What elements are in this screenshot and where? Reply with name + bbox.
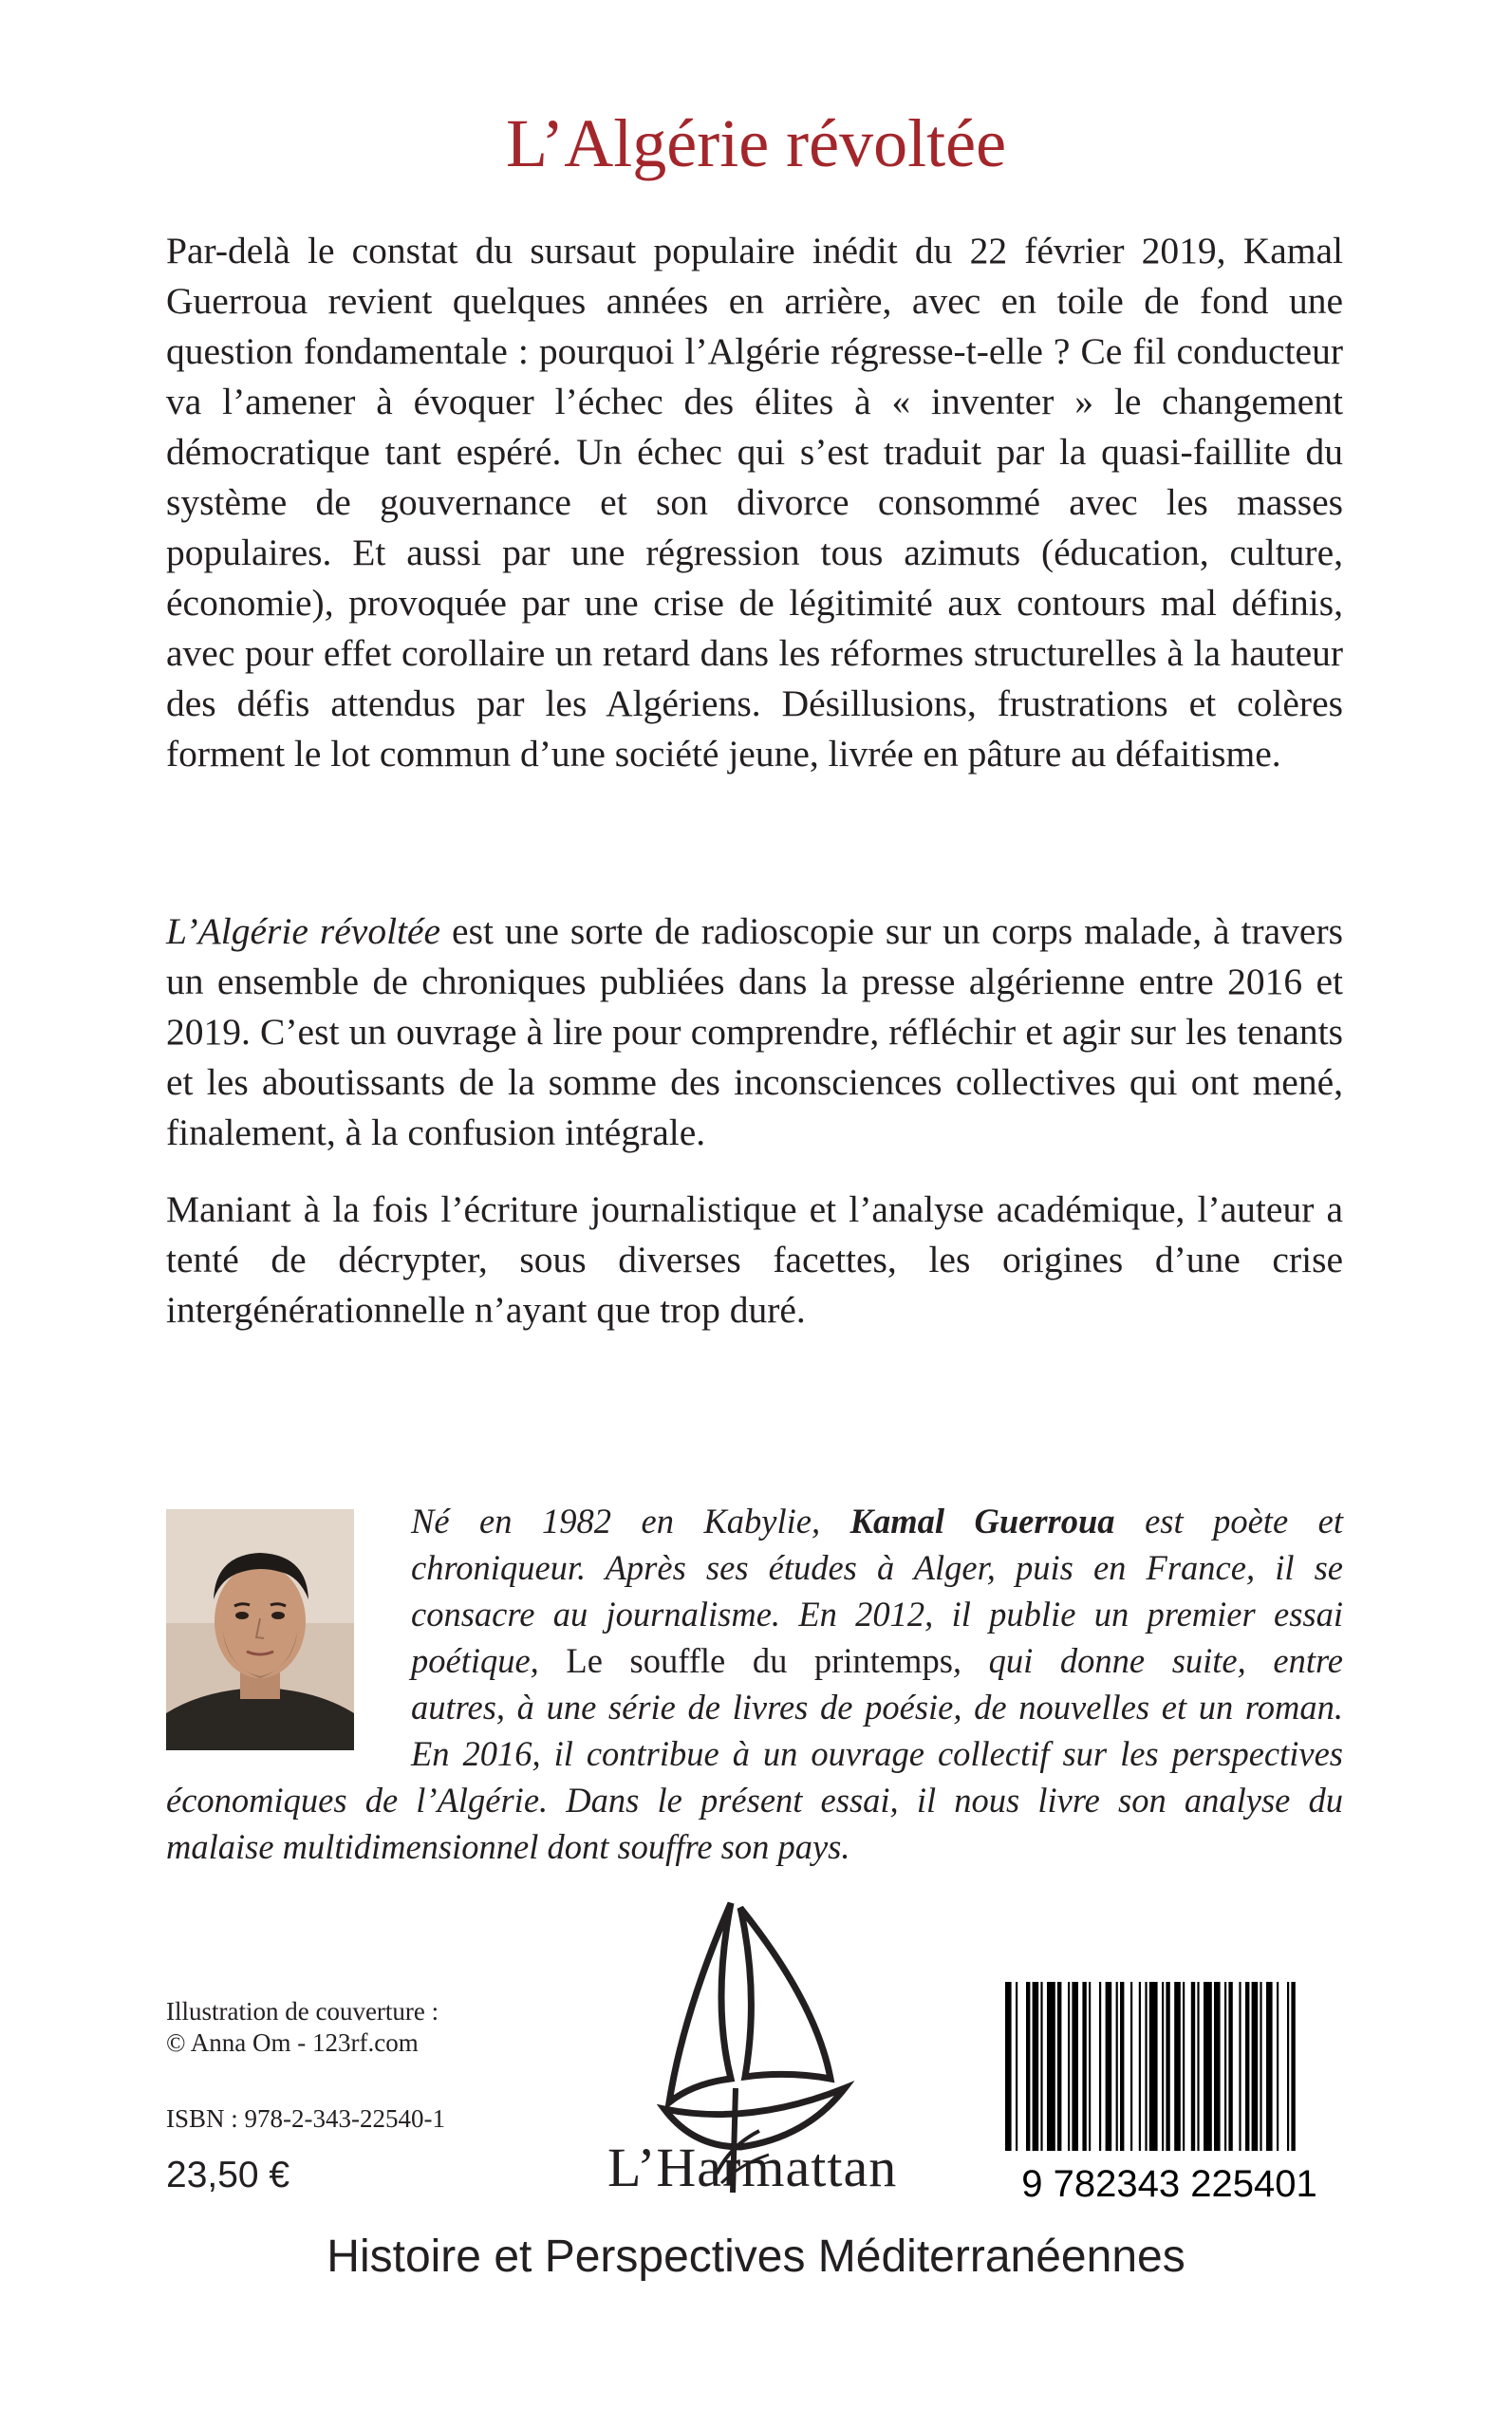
barcode-bar [1057,1982,1061,2151]
author-bio [166,1498,1343,1870]
barcode-bar [1033,1982,1039,2151]
barcode-bar [1287,1982,1289,2151]
barcode-bar [1183,1982,1185,2151]
bio-text: , qui donne suite, entre [952,1641,1344,1680]
barcode-bar [1016,1982,1017,2151]
bio-text: poétique, [411,1641,567,1680]
bio-line-7: économiques de l’Algérie. Dans le présent essai, il nous livre son analyse du [166,1781,1343,1820]
barcode-bar [1252,1982,1259,2151]
bio-line-3: consacre au journalisme. En 2012, il publie un premier essai [411,1595,1343,1634]
bio-line-1 [166,1498,1343,1544]
barcode-bar [1266,1982,1273,2151]
barcode-bar [1260,1982,1261,2151]
book-title: L’Algérie révoltée [505,105,1007,181]
bio-text: Né en 1982 en Kabylie, [411,1502,850,1541]
credit-line-2: © Anna Om - 123rf.com [166,2028,419,2057]
barcode-bar [1149,1982,1158,2151]
summary-paragraph-3: Maniant à la fois l’écriture journalistique et l’analyse académique, l’auteur a tenté de décrypter, sous diverses facettes, les origines d’une crise intergénérationnelle n’ayant que trop duré. [166,1188,1343,1331]
barcode-bar [1228,1982,1232,2151]
barcode-bar [1068,1982,1070,2151]
barcode-bar [1239,1982,1241,2151]
bio-book-title: Le souffle du printemps [566,1641,953,1680]
barcode-bar [1072,1982,1078,2151]
isbn: ISBN : 978-2-343-22540-1 [166,2104,445,2133]
author-name: Kamal Guerroua [849,1502,1115,1541]
italic-book-title: L’Algérie révoltée [166,910,441,952]
bio-line-8: malaise multidimensionnel dont souffre son pays. [166,1827,850,1866]
bio-text: est poète et [1114,1502,1343,1541]
series-name: Histoire et Perspectives Méditerranéennes [327,2232,1185,2282]
barcode-bar [1040,1982,1042,2151]
barcode-bar [1047,1982,1055,2151]
bio-line-4 [166,1637,1343,1684]
barcode-bar [1166,1982,1169,2151]
barcode-bar [1139,1982,1141,2151]
summary-paragraph-2 [166,906,1343,1158]
summary-paragraph-2-text: est une sorte de radioscopie sur un corps malade, à travers un ensemble de chroniques publiées dans la presse algérienne entre 2016 et 2019. C’est un ouvrage à lire pour comprendre, réfléchir et agir sur les tenants et les aboutissants de la somme des inconsciences collectives qui ont mené, finalement, à la confusion intégrale. [166,910,1343,1153]
barcode-bar [1162,1982,1164,2151]
barcode-bar [1130,1982,1132,2151]
barcode-bar [1099,1982,1101,2151]
barcode-bar [1089,1982,1091,2151]
barcode-bar [1224,1982,1226,2151]
cover-illustration-credit [166,1996,439,2059]
barcode-bar [1191,1982,1195,2151]
barcode-bar [1120,1982,1124,2151]
summary-paragraph-1: Par-delà le constat du sursaut populaire inédit du 22 février 2019, Kamal Guerroua revient quelques années en arrière, avec en toile de fond une question fondamentale : pourquoi l’Algérie régresse-t-elle ? Ce fil conducteur va l’amener à évoquer l’échec des élites à « inventer » le changement démocratique tant espéré. Un échec qui s’est traduit par la quasi-faillite du système de gouvernance et son divorce consommé avec les masses populaires. Et aussi par une régression tous azimuts (éducation, culture, économie), provoquée par une crise de légitimité aux contours mal définis, avec pour effet corollaire un retard dans les réformes structurelles à la hauteur des défis attendus par les Algériens. Désillusions, frustrations et colères forment le lot commun d’une société jeune, livrée en pâture au défaitisme. [166,230,1343,775]
bio-line-6: En 2016, il contribue à un ouvrage collectif sur les perspectives [411,1734,1343,1773]
barcode-bar [1106,1982,1112,2151]
barcode-bar [1204,1982,1212,2151]
barcode-bar [1197,1982,1199,2151]
bio-line-5: autres, à une série de livres de poésie, de nouvelles et un roman. [411,1688,1343,1727]
barcode-bar [1214,1982,1221,2151]
price: 23,50 € [166,2155,290,2195]
barcode-bar [1082,1982,1086,2151]
isbn-barcode [994,1982,1345,2202]
credit-line-1: Illustration de couverture : [166,1997,439,2026]
barcode-bar [1145,1982,1147,2151]
barcode-bar [1116,1982,1118,2151]
barcode-digits: 9 782343 225401 [1021,2163,1317,2202]
barcode-bar [1277,1982,1279,2151]
barcode-bar [1026,1982,1030,2151]
barcode-bar [1245,1982,1249,2151]
bio-line-2: chroniqueur. Après ses études à Alger, puis en France, il se [411,1548,1343,1587]
barcode-bar [1291,1982,1295,2151]
barcode-bar [1005,1982,1012,2151]
barcode-bar [1174,1982,1181,2151]
publisher-name: L’Harmattan [607,2137,898,2198]
